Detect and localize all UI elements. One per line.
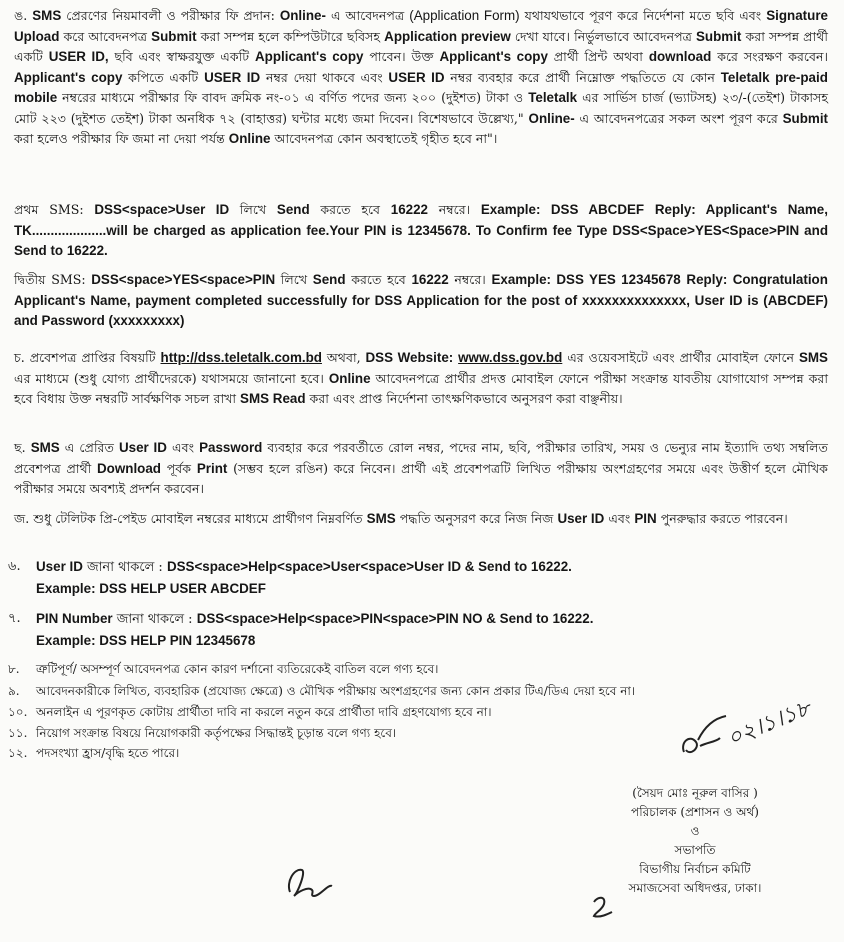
label: প্রথম SMS: bbox=[14, 202, 84, 217]
sms-rules-paragraph bbox=[14, 6, 828, 150]
kw: SMS bbox=[30, 440, 60, 455]
signature-date: ০২।১।১৮ bbox=[723, 695, 815, 752]
initial-scribble bbox=[284, 862, 338, 902]
text: পূর্বক bbox=[166, 460, 192, 476]
item-text: পদসংখ্যা হ্রাস/বৃদ্ধি হতে পারে। bbox=[36, 746, 180, 760]
admit-card-info-paragraph bbox=[14, 348, 828, 410]
reply-text: Reply: Congratulation Applicant's Name, payment completed successfully for DSS Application for the post of xxxxxxxxxxxxxx, User ID is (ABCDEF) and Password (xxxxxxxxx) bbox=[14, 272, 828, 328]
item-text bbox=[36, 556, 826, 600]
text: ব্যবহার করে পরবর্তীতে রোল নম্বর, পদের নাম, ছবি, পরীক্ষার তারিখ, সময় ও ভেন্যুর নাম ইত্যাদি তথ্য সম্বলিত প্রবেশপত্র প্রার্থী bbox=[14, 440, 828, 476]
teletalk-link[interactable]: http://dss.teletalk.com.bd bbox=[160, 350, 322, 365]
kw: PIN Number bbox=[36, 611, 113, 626]
text: লিখে bbox=[239, 202, 267, 217]
kw: Teletalk bbox=[528, 90, 578, 105]
text: করতে হবে bbox=[351, 272, 406, 287]
text: করা এবং প্রাপ্ত নির্দেশনা তাৎক্ষণিকভাবে অনুসরণ করা বাঞ্ছনীয়। bbox=[309, 391, 623, 406]
kw: USER ID bbox=[388, 69, 445, 85]
initial-scribble bbox=[588, 892, 618, 922]
item-number: ৮. bbox=[8, 662, 20, 676]
item-text: ত্রুটিপূর্ণ/ অসম্পূর্ণ আবেদনপত্র কোন কারণ দর্শানো ব্যতিরেকেই বাতিল বলে গণ্য হবে। bbox=[36, 662, 439, 676]
kw: Online- bbox=[528, 110, 575, 126]
kw: User ID bbox=[118, 440, 167, 455]
text: শুধু টেলিটক প্রি-পেইড মোবাইল নম্বরের মাধ্যমে প্রার্থীগণ নিম্নবর্ণিত bbox=[33, 511, 363, 526]
text: এবং bbox=[608, 511, 631, 526]
text: পুনরুদ্ধার করতে পারবেন। bbox=[660, 511, 788, 526]
text: এর মাধ্যমে (শুধু যোগ্য প্রার্থীদেরকে) যথাসময়ে জানানো হবে। bbox=[14, 370, 324, 386]
kw: User ID bbox=[36, 559, 83, 574]
kw: USER ID bbox=[204, 69, 261, 85]
kw: Teletalk pre-paid mobile bbox=[14, 69, 828, 105]
signatory-role: সভাপতি bbox=[674, 843, 716, 857]
kw: Send bbox=[276, 202, 310, 217]
text: নম্বরে। bbox=[454, 272, 486, 287]
kw: DSS Website: bbox=[365, 350, 454, 365]
recovery-paragraph bbox=[14, 509, 828, 530]
short-code: 16222 bbox=[390, 202, 428, 217]
kw: Send bbox=[312, 272, 346, 287]
example: Example: DSS YES 12345678 bbox=[491, 272, 681, 287]
text: করে আবেদনপত্র bbox=[63, 28, 148, 44]
sms-command: DSS<space>Help<space>PIN<space>PIN NO & Send to 16222. bbox=[196, 611, 594, 626]
text: জানা থাকলে : bbox=[116, 612, 193, 627]
example: Example: DSS HELP USER ABCDEF bbox=[36, 581, 266, 596]
item-number: ৯. bbox=[8, 684, 20, 698]
kw: Online bbox=[328, 370, 371, 386]
kw: Applicant's copy bbox=[255, 49, 364, 64]
kw: (Application Form) bbox=[409, 8, 520, 23]
text: নম্বরে। bbox=[438, 202, 471, 217]
text: করে সংরক্ষণ করবেন। bbox=[717, 49, 829, 64]
text: এর সার্ভিস চার্জ (ভ্যাটসহ) ২৩/-(তেইশ) টাকাসহ মোট ২২৩ (দুইশত তেইশ) টাকা অনধিক ৭২ (বাহাত্তর) ঘন্টার মধ্যে জমা দিবেন। বিশেষভাবে উল্লেখ্য," bbox=[14, 90, 828, 126]
kw: USER ID, bbox=[48, 49, 109, 64]
text: প্রবেশপত্র প্রাপ্তির বিষয়টি bbox=[29, 350, 156, 365]
text: এবং bbox=[172, 440, 195, 455]
kw: Print bbox=[196, 460, 228, 476]
signatory-designation: পরিচালক (প্রশাসন ও অর্থ) bbox=[631, 805, 759, 819]
text: (সম্ভব হলে রঙিন) করে নিবেন। প্রার্থী এই প্রবেশপত্রটি লিখিত পরীক্ষায় অংশগ্রহণের সময়ে এবং উত্তীর্ণ হলে মৌখিক পরীক্ষার সময়ে অবশ্যই প্রদর্শন করবেন। bbox=[14, 460, 828, 496]
text: নম্বর দেয়া থাকবে এবং bbox=[265, 69, 383, 85]
item-text bbox=[36, 608, 826, 652]
kw: Application preview bbox=[384, 28, 511, 44]
text: করা সম্পন্ন প্রার্থী একটি bbox=[14, 28, 828, 64]
example: Example: DSS HELP PIN 12345678 bbox=[36, 633, 256, 648]
reply-text: Reply: Applicant's Name, TK....................will be charged as application fee.Your PIN is 12345678. To Confirm fee Type DSS<Space>YES<Space>PIN and Send to 16222. bbox=[14, 202, 828, 258]
text: করা হলেও পরীক্ষার ফি জমা না দেয়া পর্যন্ত bbox=[14, 131, 225, 146]
sms-command: DSS<space>YES<space>PIN bbox=[91, 272, 276, 287]
text: যথাযথভাবে পূরণ করে নির্দেশনা মতে ছবি এবং bbox=[524, 8, 762, 23]
kw: Submit bbox=[151, 28, 197, 44]
text: লিখে bbox=[280, 272, 308, 287]
text: নম্বর ব্যবহার করে প্রার্থী নিম্নোক্ত পদ্ধতিতে যে কোন bbox=[450, 69, 715, 85]
conjunction: ও bbox=[690, 824, 700, 838]
text: আবেদনপত্রে প্রার্থীর প্রদত্ত মোবাইল ফোনে পরীক্ষা সংক্রান্ত যাবতীয় যোগাযোগ সম্পন্ন করা হবে বিধায় উক্ত নম্বরটি সার্বক্ষণিক সচল রাখা bbox=[14, 370, 829, 406]
item-number: ৭. bbox=[8, 611, 21, 626]
para-lead: ছ. bbox=[14, 440, 26, 455]
item-text: নিয়োগ সংক্রান্ত বিষয়ে নিয়োগকারী কর্তৃপক্ষের সিদ্ধান্তই চূড়ান্ত বলে গণ্য হবে। bbox=[36, 726, 397, 740]
kw: Applicant's copy bbox=[14, 69, 123, 85]
text: ছবি এবং স্বাক্ষরযুক্ত একটি bbox=[114, 49, 250, 64]
kw: SMS bbox=[798, 350, 828, 365]
text: এর ওয়েবসাইটে এবং প্রার্থীর মোবাইল ফোনে bbox=[567, 350, 795, 365]
para-lead: জ. bbox=[14, 511, 30, 526]
item-number: ১২. bbox=[8, 746, 28, 760]
text: এ প্রেরিত bbox=[64, 440, 114, 455]
item-number: ১১. bbox=[8, 726, 28, 740]
kw: Applicant's copy bbox=[439, 49, 548, 64]
kw: Signature Upload bbox=[14, 8, 828, 44]
admit-card-download-paragraph bbox=[14, 438, 828, 500]
sms-command: DSS<space>User ID bbox=[94, 202, 230, 217]
text: আবেদনপত্র কোন অবস্থাতেই গৃহীত হবে না"। bbox=[274, 131, 498, 146]
text: এ আবেদনপত্রের সকল অংশ পূরণ করে bbox=[579, 110, 778, 126]
text: প্রেরণের নিয়মাবলী ও পরীক্ষার ফি প্রদান: bbox=[66, 8, 275, 23]
item-text: অনলাইন এ পূরণকৃত কোটায় প্রার্থীতা দাবি না করলে নতুন করে প্রার্থীতা দাবি গ্রহণযোগ্য হবে না। bbox=[36, 705, 492, 719]
text: প্রার্থী প্রিন্ট অথবা bbox=[553, 49, 643, 64]
item-number: ১০. bbox=[8, 705, 28, 719]
kw: download bbox=[648, 49, 712, 64]
item-text: আবেদনকারীকে লিখিত, ব্যবহারিক (প্রযোজ্য ক্ষেত্রে) ও মৌখিক পরীক্ষায় অংশগ্রহণের জন্য কোন প্রকার টিএ/ডিএ দেয়া হবে না। bbox=[36, 684, 636, 698]
kw: PIN bbox=[634, 511, 657, 526]
kw: Submit bbox=[782, 110, 829, 126]
text: পদ্ধতি অনুসরণ করে নিজ নিজ bbox=[399, 511, 554, 526]
kw: SMS bbox=[32, 8, 62, 23]
dss-website-link[interactable]: www.dss.gov.bd bbox=[458, 350, 563, 365]
text: দেখা যাবে। নির্ভুলভাবে আবেদনপত্র bbox=[514, 28, 692, 44]
kw: User ID bbox=[557, 511, 605, 526]
signatory-name: (সৈয়দ মোঃ নূরুল বাসির ) bbox=[632, 786, 758, 800]
committee-name: বিভাগীয় নির্বাচন কমিটি bbox=[639, 862, 751, 876]
text: কপিতে একটি bbox=[128, 69, 199, 85]
text: নম্বরের মাধ্যমে পরীক্ষার ফি বাবদ ক্রমিক নং-০১ এ বর্ণিত পদের জন্য ২০০ (দুইশত) টাকা ও bbox=[62, 90, 524, 105]
para-lead: ঙ. bbox=[14, 8, 28, 23]
kw: Online- bbox=[279, 8, 326, 23]
kw: SMS Read bbox=[240, 391, 306, 406]
signature-block bbox=[590, 784, 800, 898]
kw: Password bbox=[199, 440, 263, 455]
short-code: 16222 bbox=[411, 272, 449, 287]
item-number: ৬. bbox=[8, 559, 21, 574]
kw: Download bbox=[97, 460, 161, 476]
label: দ্বিতীয় SMS: bbox=[14, 272, 86, 287]
first-sms-instruction bbox=[14, 200, 828, 262]
office-name: সমাজসেবা অধিদপ্তর, ঢাকা। bbox=[628, 881, 762, 895]
kw: Online bbox=[228, 131, 271, 146]
text: করা সম্পন্ন হলে কম্পিউটারে ছবিসহ bbox=[200, 28, 381, 44]
second-sms-instruction bbox=[14, 270, 828, 332]
kw: Submit bbox=[696, 28, 742, 44]
text: পাবেন। উক্ত bbox=[369, 49, 434, 64]
para-lead: চ. bbox=[14, 350, 25, 365]
example: Example: DSS ABCDEF bbox=[480, 202, 645, 217]
text: এ আবেদনপত্র bbox=[330, 8, 405, 23]
kw: SMS bbox=[366, 511, 396, 526]
sms-command: DSS<space>Help<space>User<space>User ID & Send to 16222. bbox=[166, 559, 572, 574]
text: করতে হবে bbox=[320, 202, 381, 217]
text: অথবা, bbox=[326, 350, 361, 365]
text: জানা থাকলে : bbox=[87, 560, 163, 575]
